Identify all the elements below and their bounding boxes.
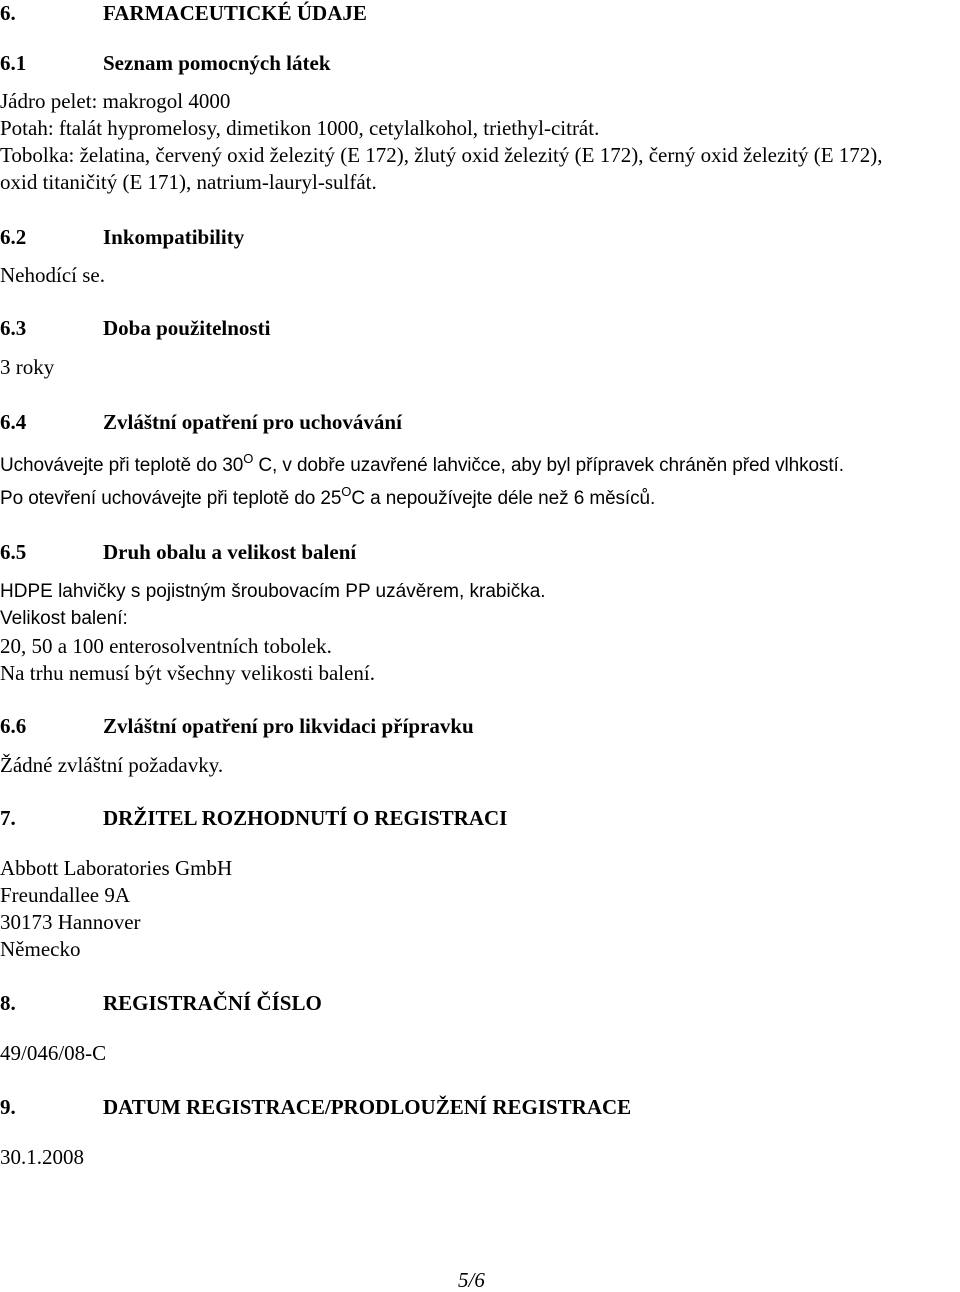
section-number: 6.1 [0,51,27,75]
section-9-heading [0,1097,960,1119]
storage-text: Uchovávejte při teplotě do 30 [0,455,244,476]
holder-address-line: Freundallee 9A [0,883,131,907]
pack-size-text: 20, 50 a 100 enterosolventních tobolek. [0,634,332,658]
section-7-heading [0,808,960,830]
section-title: Zvláštní opatření pro uchovávání [103,410,402,434]
section-6-5-heading [0,542,960,564]
section-title: DATUM REGISTRACE/PRODLOUŽENÍ REGISTRACE [103,1095,632,1119]
pack-size-note: Na trhu nemusí být všechny velikosti balení. [0,661,376,685]
registration-date: 30.1.2008 [0,1145,84,1169]
page-number: 5/6 [458,1268,485,1292]
holder-address-line: Abbott Laboratories GmbH [0,856,233,880]
section-6-3-heading [0,318,960,340]
section-6-4-heading [0,412,960,434]
section-title: Doba použitelnosti [103,316,271,340]
storage-line [0,484,656,509]
section-number: 9. [0,1095,16,1119]
container-text: HDPE lahvičky s pojistným šroubovacím PP uzávěrem, krabička. [0,581,546,602]
storage-text: Po otevření uchovávejte při teplotě do 25 [0,488,342,509]
section-6-1-heading [0,53,960,75]
excipients-line: oxid titaničitý (E 171), natrium-lauryl-sulfát. [0,170,377,194]
holder-address-line: 30173 Hannover [0,910,141,934]
storage-text: C, v dobře uzavřené lahvičce, aby byl přípravek chráněn před vlhkostí. [253,455,844,476]
excipients-line: Tobolka: želatina, červený oxid železitý (E 172), žlutý oxid železitý (E 172), černý oxid železitý (E 172), [0,143,883,167]
section-number: 6. [0,1,16,25]
section-title: Inkompatibility [103,225,245,249]
section-number: 6.2 [0,225,27,249]
storage-text: C a nepoužívejte déle než 6 měsíců. [351,488,656,509]
excipients-line: Potah: ftalát hypromelosy, dimetikon 1000, cetylalkohol, triethyl-citrát. [0,116,600,140]
holder-address-line: Německo [0,937,81,961]
degree-sign: O [243,451,254,466]
incompatibilities-text: Nehodící se. [0,263,105,287]
section-number: 8. [0,991,16,1015]
section-title: Druh obalu a velikost balení [103,540,357,564]
excipients-line: Jádro pelet: makrogol 4000 [0,89,231,113]
section-title: Seznam pomocných látek [103,51,331,75]
section-title: Zvláštní opatření pro likvidaci přípravku [103,714,474,738]
section-title: DRŽITEL ROZHODNUTÍ O REGISTRACI [103,806,508,830]
shelf-life-text: 3 roky [0,355,55,379]
section-6-2-heading [0,227,960,249]
registration-number: 49/046/08-C [0,1041,107,1065]
section-6-heading [0,3,960,25]
section-title: REGISTRAČNÍ ČÍSLO [103,991,322,1015]
pack-size-label: Velikost balení: [0,608,128,629]
section-title: FARMACEUTICKÉ ÚDAJE [103,1,367,25]
section-number: 7. [0,806,16,830]
section-number: 6.6 [0,714,27,738]
section-number: 6.4 [0,410,27,434]
section-number: 6.3 [0,316,27,340]
section-6-6-heading [0,716,960,738]
storage-line [0,451,844,476]
degree-sign: O [341,484,352,499]
disposal-text: Žádné zvláštní požadavky. [0,753,224,777]
section-number: 6.5 [0,540,27,564]
section-8-heading [0,993,960,1015]
